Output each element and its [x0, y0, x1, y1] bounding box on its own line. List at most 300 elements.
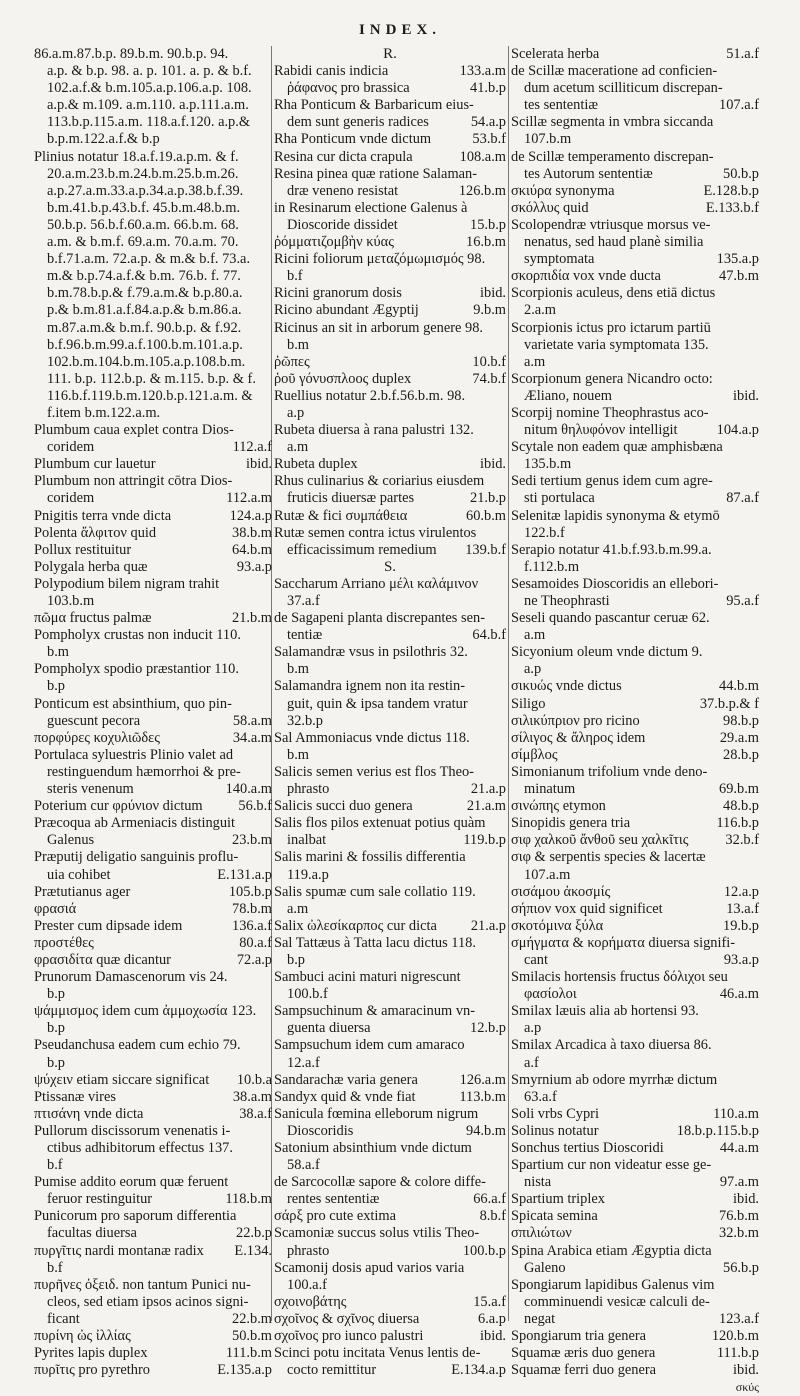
page-reference: 38.b.m	[232, 524, 272, 541]
index-entry-line	[34, 439, 272, 456]
entry-text: Prester cum dipsade idem	[34, 917, 183, 934]
page-reference: 136.a.f	[232, 917, 272, 934]
index-entry-line: Spongiarum lapidibus Galenus vim	[511, 1276, 715, 1293]
index-entry-line	[34, 901, 272, 918]
index-entry-line	[274, 114, 506, 131]
index-entry-line: a.f	[524, 1054, 539, 1071]
index-entry-line	[274, 1089, 506, 1106]
index-entry-line	[34, 559, 272, 576]
index-entry-line: Rha Ponticum & Barbaricum eius-	[274, 97, 474, 114]
index-entry-line: Pumise addito eorum quæ feruent	[34, 1174, 229, 1191]
page-reference: 38.a.m	[232, 1088, 272, 1105]
index-entry-line: a.m	[287, 900, 309, 917]
index-entry-line: Salamandra ignem non ita restin-	[274, 678, 466, 695]
page-header: INDEX.	[358, 22, 442, 38]
entry-text: Squamæ æris duo genera	[511, 1345, 656, 1362]
page-reference: 32.b.m	[719, 1225, 759, 1242]
entry-text: Rha Ponticum vnde dictum	[274, 131, 432, 148]
index-entry-line	[274, 1243, 506, 1260]
page-reference: E.128.b.p	[703, 182, 759, 199]
index-entry-line	[34, 1243, 272, 1260]
page-reference: 133.a.m	[459, 63, 506, 80]
page-reference: 140.a.m	[225, 781, 272, 798]
index-entry-line: 58.a.f	[287, 1157, 320, 1174]
entry-text: ne Theophrasti	[524, 593, 610, 609]
index-entry-line	[511, 1328, 759, 1345]
entry-text: σήπιον vox quid significet	[511, 900, 663, 917]
page-reference: 87.a.f	[726, 490, 759, 507]
page-reference: 6.a.p	[478, 1310, 506, 1327]
page-reference: 120.b.m	[711, 1328, 759, 1345]
entry-text: Pollux restituitur	[34, 541, 132, 558]
entry-text: σιλικύπριον pro ricino	[511, 712, 640, 729]
entry-text: Sinopidis genera tria	[511, 815, 631, 832]
index-entry-line	[511, 832, 759, 849]
index-entry-line: restinguendum hæmorrhoi & pre-	[47, 763, 241, 780]
page-reference: 15.b.p	[470, 216, 506, 233]
index-entry-line: Sal Ammoniacus vnde dictus 118.	[274, 729, 470, 746]
page-reference: 126.b.m	[458, 182, 506, 199]
entry-text: προστέθες	[34, 934, 94, 951]
page-reference: ibid.	[480, 1328, 506, 1345]
index-entry-line: Scorpionis ictus pro ictarum partiū	[511, 319, 711, 336]
page-reference: 123.a.f	[719, 1310, 759, 1327]
page-reference: 126.a.m	[459, 1071, 506, 1088]
page-reference: 118.b.m	[225, 1191, 272, 1208]
entry-text: fruticis diuersæ partes	[287, 490, 415, 507]
page-reference: 72.a.p	[236, 951, 272, 968]
page-reference: 98.b.p	[723, 712, 759, 729]
entry-text: ῥοῦ γόνυσπλοος duplex	[274, 370, 412, 387]
entry-text: dræ veneno resistat	[287, 182, 399, 199]
page-reference: ibid.	[733, 1362, 759, 1379]
catchword: σκύς	[735, 1380, 759, 1395]
entry-text: minatum	[524, 781, 576, 798]
index-entry-line	[511, 1225, 759, 1242]
entry-text: σάρξ pro cute extima	[274, 1208, 396, 1225]
entry-text: tes sententiæ	[524, 97, 598, 114]
page-reference: 29.a.m	[719, 729, 759, 746]
index-entry-line	[511, 1362, 759, 1379]
page-reference: 66.a.f	[473, 1191, 506, 1208]
index-entry-line: 86.a.m.87.b.p. 89.b.m. 90.b.p. 94.	[34, 46, 229, 62]
index-entry-line: m.87.a.m.& b.m.f. 90.b.p. & f.92.	[47, 319, 242, 336]
page-reference: 135.a.p	[716, 251, 759, 268]
index-entry-line: 100.b.f	[287, 986, 328, 1003]
index-entry-line: de Sagapeni planta discrepantes sen-	[274, 610, 485, 627]
index-letter-heading: R.	[383, 46, 397, 62]
page-reference: 22.b.p	[236, 1225, 272, 1242]
index-entry-line	[274, 1362, 506, 1379]
index-entry-line: 135.b.m	[524, 456, 572, 473]
index-entry-line	[511, 97, 759, 114]
page-reference: 46.a.m	[719, 986, 759, 1003]
entry-text: cocto remittitur	[287, 1362, 377, 1379]
index-entry-line	[511, 388, 759, 405]
entry-text: σκόλλυς quid	[511, 199, 589, 216]
index-entry-line: Sampsuchum idem cum amaraco	[274, 1037, 465, 1054]
index-entry-line: 122.b.f	[524, 524, 565, 541]
entry-text: Spartium triplex	[511, 1191, 605, 1208]
entry-text: φρασιδίτα quæ dicantur	[34, 951, 171, 968]
index-entry-line: Ponticum est absinthium, quo pin-	[34, 695, 232, 712]
page-reference: 56.b.f	[238, 798, 272, 815]
index-entry-line: a.m	[524, 627, 546, 644]
index-entry-line	[274, 490, 506, 507]
entry-text: steris venenum	[47, 781, 134, 798]
index-entry-line: cleos, sed etiam ipsos acinos signi-	[47, 1293, 249, 1310]
index-entry-line	[511, 713, 759, 730]
index-entry-line: 37.a.f	[287, 593, 320, 609]
entry-text: phrasto	[287, 781, 330, 798]
page-reference: 44.a.m	[719, 1140, 759, 1156]
index-entry-line: Scorpionis aculeus, dens etiā dictus	[511, 285, 716, 302]
index-entry-line	[511, 200, 759, 217]
entry-text: σινώπης etymon	[511, 798, 606, 815]
index-entry-line: Scillæ segmenta in vmbra siccanda	[511, 114, 714, 131]
index-entry-line: 20.a.m.23.b.m.24.b.m.25.b.m.26.	[47, 165, 239, 182]
index-entry-line	[274, 149, 506, 166]
entry-text: πυρίνη ὠς ἰλλίας	[34, 1328, 131, 1345]
index-entry-line	[274, 1328, 506, 1345]
index-entry-line: dum acetum scilliticum discrepan-	[524, 80, 723, 97]
page-reference: 110.a.m	[713, 1105, 759, 1122]
entry-text: Polenta ἄλφιτον quid	[34, 524, 157, 541]
index-entry-line	[34, 1072, 272, 1089]
entry-text: σίμβλος	[511, 746, 558, 763]
index-entry-line	[274, 1311, 506, 1328]
index-entry-line: 50.b.p. 56.b.f.60.a.m. 66.b.m. 68.	[47, 216, 239, 233]
index-entry-line: Sedi tertium genus idem cum agre-	[511, 473, 713, 490]
index-entry-line	[34, 952, 272, 969]
index-entry-line	[274, 627, 506, 644]
entry-text: Spongiarum tria genera	[511, 1328, 647, 1345]
index-entry-line: ψάμμισμος idem cum ἀμμοχωσία 123.	[34, 1003, 257, 1020]
entry-text: Sandarachæ varia genera	[274, 1071, 418, 1088]
page-reference: 15.a.f	[473, 1293, 506, 1310]
entry-text: Salicis succi duo genera	[274, 798, 413, 815]
index-entry-line	[274, 1020, 506, 1037]
index-entry-line: a.p	[524, 661, 542, 678]
index-entry-line	[34, 1311, 272, 1328]
index-entry-line	[34, 508, 272, 525]
index-entry-line: Ricini foliorum μεταζόμωμισμός 98.	[274, 251, 486, 268]
page-reference: 34.a.m	[232, 729, 272, 746]
entry-text: σκοτόμινα ξύλα	[511, 917, 604, 934]
index-entry-line: 119.a.p	[287, 866, 329, 883]
index-entry-line: comminuendi vesicæ calculi de-	[524, 1293, 710, 1310]
entry-text: πυργῖτις nardi montanæ radix	[34, 1242, 204, 1259]
index-entry-line: Rutæ semen contra ictus virulentos	[274, 524, 477, 541]
page-reference: ibid.	[733, 1191, 759, 1208]
index-entry-line	[511, 678, 759, 695]
index-entry-line: Salicis semen verius est flos Theo-	[274, 763, 474, 780]
index-entry-line	[511, 730, 759, 747]
index-entry-line	[511, 46, 759, 63]
index-entry-line	[34, 1191, 272, 1208]
index-entry-line	[511, 268, 759, 285]
entry-text: Polygala herba quæ	[34, 558, 148, 575]
page-reference: 47.b.m	[719, 268, 759, 285]
index-entry-line: Smyrnium ab odore myrrhæ dictum	[511, 1071, 718, 1088]
index-entry-line	[34, 935, 272, 952]
entry-text: Ptissanæ vires	[34, 1088, 116, 1105]
page-reference: 76.b.m	[719, 1208, 759, 1225]
index-entry-line: Sampsuchinum & amaracinum vn-	[274, 1003, 476, 1020]
index-column-middle	[274, 46, 506, 1379]
index-entry-line: Sambuci acini maturi nigrescunt	[274, 969, 461, 986]
index-entry-line	[34, 490, 272, 507]
index-entry-line: b.f.71.a.m. 72.a.p. & m.& b.f. 73.a.	[47, 251, 251, 268]
index-entry-line: Scytale non eadem quæ amphisbæna	[511, 439, 723, 456]
index-entry-line: b.m.41.b.p.43.b.f. 45.b.m.48.b.m.	[47, 199, 241, 216]
index-entry-line	[511, 747, 759, 764]
entry-text: Pnigitis terra vnde dicta	[34, 507, 172, 524]
entry-text: Rutæ & fici συμπάθεια	[274, 507, 408, 524]
page-reference: 12.a.p	[723, 883, 759, 900]
page-reference: 18.b.p.115.b.p	[676, 1122, 759, 1139]
entry-text: Galeno	[524, 1259, 566, 1276]
index-entry-line	[511, 815, 759, 832]
page-reference: 58.a.m	[232, 712, 272, 729]
index-entry-line	[511, 183, 759, 200]
entry-text: tes Autorum sententiæ	[524, 165, 653, 182]
index-entry-line: in Resinarum electione Galenus à	[274, 199, 468, 216]
page-reference: 95.a.f	[726, 593, 759, 609]
index-entry-line	[511, 1345, 759, 1362]
page-reference: 16.b.m	[466, 234, 506, 251]
page-reference: 94.b.m	[466, 1122, 506, 1139]
index-entry-line: Plumbum non attringit cōtra Dios-	[34, 473, 233, 490]
index-entry-line: Scorpionum genera Nicandro octo:	[511, 370, 713, 387]
entry-text: negat	[524, 1310, 556, 1327]
entry-text: σιφ χαλκοῦ ἄνθοῦ seu χαλκῖτις	[511, 832, 689, 849]
entry-text: πυρῖτις pro pyrethro	[34, 1362, 150, 1379]
index-entry-line: de Scillæ maceratione ad conficien-	[511, 63, 718, 80]
index-entry-line: Pseudanchusa eadem cum echio 79.	[34, 1037, 241, 1054]
index-entry-line: Pullorum discissorum venenatis i-	[34, 1122, 231, 1139]
index-entry-line: Scolopendræ vtriusque morsus ve-	[511, 216, 711, 233]
index-entry-line	[511, 901, 759, 918]
index-entry-line: 113.b.p.115.a.m. 118.a.f.120. a.p.&	[47, 114, 251, 131]
index-entry-line: b.f.96.b.m.99.a.f.100.b.m.101.a.p.	[47, 336, 243, 353]
entry-text: Rubeta duplex	[274, 456, 358, 473]
page-reference: 104.a.p	[716, 422, 759, 439]
entry-text: Sandyx quid & vnde fiat	[274, 1088, 416, 1105]
index-entry-line	[274, 1123, 506, 1140]
entry-text: σπιλιώτων	[511, 1225, 572, 1242]
index-entry-line	[274, 131, 506, 148]
index-entry-line: a.m. & b.m.f. 69.a.m. 70.a.m. 70.	[47, 234, 239, 251]
index-entry-line: Smilacis hortensis fructus δόλιχοι seu	[511, 969, 728, 986]
index-entry-line	[511, 1191, 759, 1208]
entry-text: φασίολοι	[524, 986, 577, 1003]
index-entry-line: nenatus, sed haud planè similia	[524, 234, 704, 251]
index-entry-line: 111. b.p. 112.b.p. & m.115. b.p. & f.	[47, 370, 256, 387]
index-entry-line: b.m	[47, 644, 69, 661]
entry-text: efficacissimum remedium	[287, 541, 437, 558]
page-reference: 10.b.f	[472, 353, 506, 370]
entry-text: Galenus	[47, 832, 95, 849]
entry-text: sti portulaca	[524, 490, 595, 507]
entry-text: coridem	[47, 439, 95, 456]
index-entry-line: 103.b.m	[47, 593, 95, 609]
index-entry-line	[34, 1106, 272, 1123]
index-entry-line: b.f	[47, 1259, 63, 1276]
entry-text: Plumbum cur lauetur	[34, 456, 156, 473]
index-entry-line	[34, 1225, 272, 1242]
page-reference: 28.b.p	[723, 746, 759, 763]
page-reference: 38.a.f	[239, 1105, 272, 1122]
index-entry-line: Scorpij nomine Theophrastus aco-	[511, 404, 709, 421]
index-entry-line: b.p	[47, 986, 65, 1003]
index-entry-line: f.item b.m.122.a.m.	[47, 404, 161, 421]
page-reference: 97.a.m	[719, 1174, 759, 1191]
entry-text: guenta diuersa	[287, 1020, 371, 1037]
index-entry-line	[274, 354, 506, 371]
index-entry-line: Sal Tattæus à Tatta lacu dictus 118.	[274, 934, 476, 951]
page-reference: E.134.a.p	[451, 1362, 506, 1379]
page-reference: 111.b.p	[716, 1345, 759, 1362]
index-entry-line	[34, 1362, 272, 1379]
index-entry-line	[511, 952, 759, 969]
index-entry-line: Simonianum trifolium vnde deno-	[511, 763, 708, 780]
entry-text: ῥόμματιζομβὴν κύας	[274, 234, 394, 251]
index-entry-line: 116.b.f.119.b.m.120.b.p.121.a.m. &	[47, 387, 253, 404]
index-entry-line	[511, 593, 759, 610]
page-reference: 8.b.f	[479, 1208, 506, 1225]
index-entry-line	[34, 1345, 272, 1362]
index-entry-line	[34, 867, 272, 884]
index-entry-line: p.& b.m.81.a.f.84.a.p.& b.m.86.a.	[47, 302, 242, 319]
index-entry-line	[274, 217, 506, 234]
index-entry-line	[511, 490, 759, 507]
page-reference: 60.b.m	[466, 507, 506, 524]
index-entry-line: Scamonij dosis apud varios varia	[274, 1259, 465, 1276]
entry-text: φρασιά	[34, 900, 77, 917]
index-entry-line	[34, 730, 272, 747]
index-entry-line: Sicyonium oleum vnde dictum 9.	[511, 644, 703, 661]
page-reference: 9.b.m	[473, 302, 506, 319]
index-entry-line	[274, 508, 506, 525]
entry-text: Æliano, nouem	[524, 387, 612, 404]
index-entry-line: 100.a.f	[287, 1276, 327, 1293]
index-entry-line: Smilax Arcadica à taxo diuersa 86.	[511, 1037, 712, 1054]
entry-text: rentes sententiæ	[287, 1191, 380, 1208]
index-entry-line: Polypodium bilem nigram trahit	[34, 575, 220, 592]
page-reference: 51.a.f	[726, 46, 759, 62]
index-entry-line	[274, 302, 506, 319]
index-entry-line: 2.a.m	[524, 302, 556, 319]
index-entry-line: Plinius notatur 18.a.f.19.a.p.m. & f.	[34, 148, 239, 165]
index-entry-line: Punicorum pro saporum differentia	[34, 1208, 237, 1225]
page-reference: 111.b.m	[225, 1345, 272, 1362]
index-entry-line	[274, 832, 506, 849]
entry-text: tentiæ	[287, 627, 323, 644]
index-entry-line: Satonium absinthium vnde dictum	[274, 1140, 472, 1156]
page-reference: 107.a.f	[719, 97, 759, 114]
index-entry-line	[274, 542, 506, 559]
entry-text: Ricino abundant Ægyptij	[274, 302, 419, 319]
page-reference: 112.a.f	[232, 439, 272, 456]
page-reference: ibid.	[246, 456, 272, 473]
index-entry-line: Resina pinea quæ ratione Salaman-	[274, 165, 478, 182]
page-reference: E.131.a.p	[217, 866, 272, 883]
index-entry-line: Scinci potu incitata Venus lentis de-	[274, 1345, 481, 1362]
page-reference: 21.b.p	[470, 490, 506, 507]
page-reference: 50.b.p	[723, 165, 759, 182]
page-reference: 64.b.m	[232, 541, 272, 558]
index-entry-line	[274, 456, 506, 473]
entry-text: Sonchus tertius Dioscoridi	[511, 1140, 664, 1156]
entry-text: Scelerata herba	[511, 46, 600, 62]
index-entry-line	[511, 884, 759, 901]
entry-text: guescunt pecora	[47, 712, 141, 729]
index-entry-line: Serapio notatur 41.b.f.93.b.m.99.a.	[511, 541, 712, 558]
index-entry-line: Plumbum caua explet contra Dios-	[34, 422, 234, 439]
index-entry-line: b.p.m.122.a.f.& b.p	[47, 131, 160, 148]
page-reference: 108.a.m	[459, 148, 506, 165]
page-reference: 21.a.p	[470, 917, 506, 934]
index-entry-line: 102.a.f.& b.m.105.a.p.106.a.p. 108.	[47, 80, 252, 97]
index-entry-line	[34, 456, 272, 473]
index-entry-line: b.m	[287, 336, 309, 353]
entry-text: Spicata semina	[511, 1208, 598, 1225]
entry-text: uia cohibet	[47, 866, 111, 883]
entry-text: Prætutianus ager	[34, 883, 131, 900]
index-entry-line	[34, 884, 272, 901]
index-entry-line: Saccharum Arriano μέλι καλάμινον	[274, 575, 479, 592]
entry-text: nista	[524, 1174, 552, 1191]
index-entry-line	[274, 1191, 506, 1208]
index-entry-line	[511, 1140, 759, 1157]
index-entry-line	[34, 1328, 272, 1345]
entry-text: Ricini granorum dosis	[274, 285, 402, 302]
page-reference: 80.a.f	[239, 934, 272, 951]
page-reference: 10.b.a	[236, 1071, 272, 1088]
index-entry-line: b.p	[47, 1020, 65, 1037]
page-reference: 139.b.f	[465, 541, 506, 558]
page-reference: 93.a.p	[236, 558, 272, 575]
index-entry-line	[511, 1311, 759, 1328]
entry-text: cant	[524, 951, 548, 968]
index-entry-line: guit, quin & ipsa tandem vratur	[287, 695, 468, 712]
index-entry-line: Rubeta diuersa à rana palustri 132.	[274, 422, 474, 439]
entry-text: nitum θηλυφόνον intelligit	[524, 422, 678, 439]
index-entry-line: Salis flos pilos extenuat potius quàm	[274, 815, 486, 832]
index-entry-line: Salamandræ vsus in psilothris 32.	[274, 644, 468, 661]
entry-text: σισάμου ἀκοσμίς	[511, 883, 611, 900]
index-entry-line: Præcoqua ab Armeniacis distinguit	[34, 815, 236, 832]
index-entry-line: de Sarcocollæ sapore & colore diffe-	[274, 1174, 486, 1191]
entry-text: πτισάνη vnde dicta	[34, 1105, 144, 1122]
page-reference: 74.b.f	[472, 370, 506, 387]
index-entry-line: 32.b.p	[287, 712, 323, 729]
entry-text: ψύχειν etiam siccare significat	[34, 1071, 210, 1088]
entry-text: Pyrites lapis duplex	[34, 1345, 148, 1362]
index-entry-line: Selenitæ lapidis synonyma & etymō	[511, 507, 720, 524]
page-reference: 44.b.m	[719, 678, 759, 695]
index-entry-line	[274, 798, 506, 815]
entry-text: σίλιγος & ἄληρος idem	[511, 729, 646, 746]
page-reference: 69.b.m	[719, 781, 759, 798]
page-reference: 37.b.p.& f	[699, 695, 759, 712]
index-entry-line: b.p	[287, 951, 305, 968]
index-entry-line: a.p.27.a.m.33.a.p.34.a.p.38.b.f.39.	[47, 182, 244, 199]
entry-text: σκορπιδία vox vnde ducta	[511, 268, 661, 285]
entry-text: Squamæ ferri duo genera	[511, 1362, 657, 1379]
index-entry-line: σμήγματα & κορήματα diuersa signifi-	[511, 934, 736, 951]
